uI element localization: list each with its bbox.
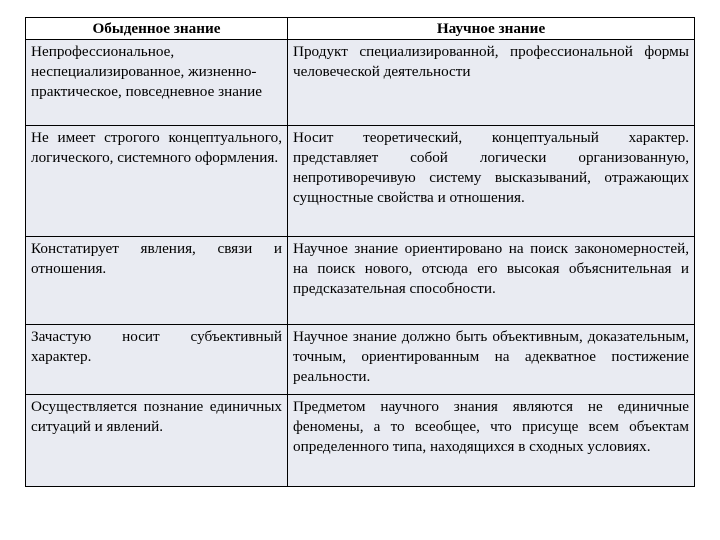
cell-ordinary: Констатирует явления, связи и отношения.: [26, 237, 288, 325]
header-scientific-knowledge: Научное знание: [288, 18, 695, 40]
comparison-table: [25, 17, 695, 487]
cell-ordinary: Осуществляется познание единичных ситуаций и явлений.: [26, 395, 288, 487]
table-row: [26, 237, 695, 325]
table-row: [26, 395, 695, 487]
table-row: [26, 40, 695, 126]
cell-scientific: Носит теоретический, концептуальный характер. представляет собой логически организованную, непротиворечивую систему высказываний, отражающих сущностные свойства и отношения.: [288, 126, 695, 237]
table-row: [26, 126, 695, 237]
cell-ordinary: Зачастую носит субъективный характер.: [26, 325, 288, 395]
cell-scientific: Научное знание ориентировано на поиск закономерностей, на поиск нового, отсюда его высокая объяснительная и предсказательная способности.: [288, 237, 695, 325]
header-ordinary-knowledge: Обыденное знание: [26, 18, 288, 40]
cell-ordinary: Непрофессиональное, неспециализированное, жизненно-практическое, повседневное знание: [26, 40, 288, 126]
cell-scientific: Предметом научного знания являются не единичные феномены, а то всеобщее, что присуще всем объектам определенного типа, находящихся в сходных условиях.: [288, 395, 695, 487]
cell-scientific: Продукт специализированной, профессиональной формы человеческой деятельности: [288, 40, 695, 126]
table-row: [26, 325, 695, 395]
cell-scientific: Научное знание должно быть объективным, доказательным, точным, ориентированным на адекватное постижение реальности.: [288, 325, 695, 395]
table-header-row: [26, 18, 695, 40]
cell-ordinary: Не имеет строгого концептуального, логического, системного оформления.: [26, 126, 288, 237]
